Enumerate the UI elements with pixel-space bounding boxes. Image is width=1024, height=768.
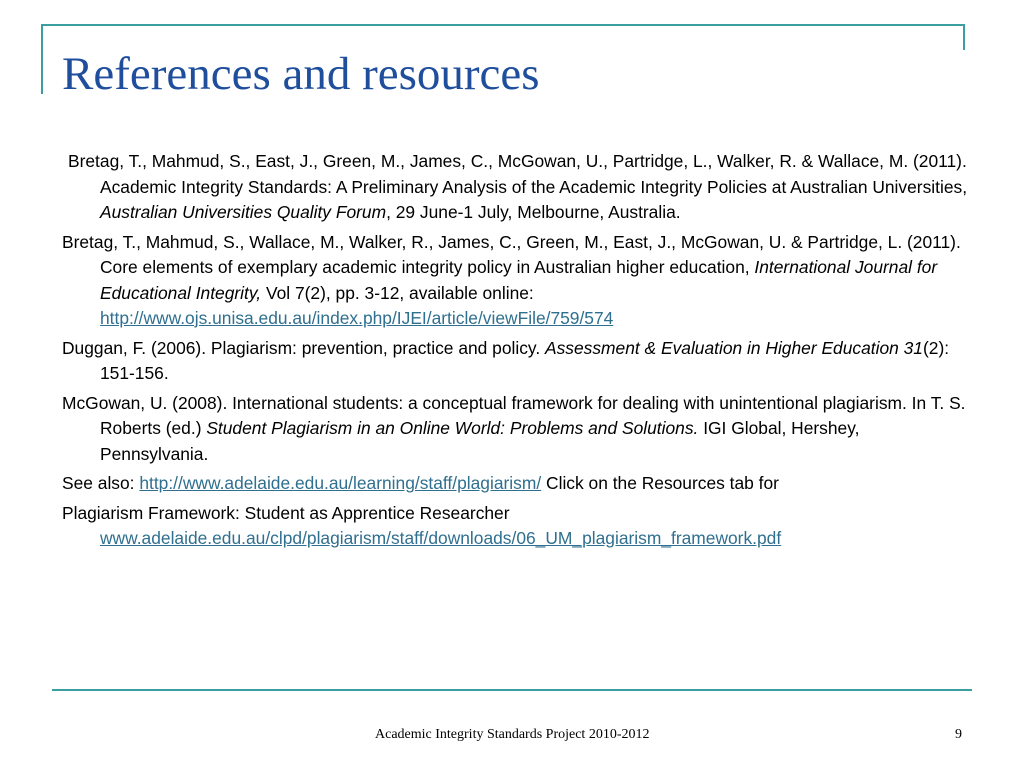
reference-source: Assessment & Evaluation in Higher Education 31 [545,337,923,358]
slide-title: References and resources [62,48,540,100]
reference-link[interactable]: www.adelaide.edu.au/clpd/plagiarism/staff/downloads/06_UM_plagiarism_framework.pdf [100,528,782,548]
frame-right-line [963,24,965,50]
frame-bottom-line [52,689,972,691]
reference-item [62,471,972,497]
reference-text: See also: [62,473,140,493]
frame-vertical-line [41,24,43,94]
reference-link[interactable]: http://www.adelaide.edu.au/learning/staff/plagiarism/ [139,473,542,493]
reference-item [62,336,972,387]
frame-top-line [41,24,965,26]
reference-item [62,230,972,332]
reference-source: Australian Universities Quality Forum [100,202,387,222]
reference-details: Vol 7(2), pp. 3-12, available online: [261,282,534,303]
reference-source: Student Plagiarism in an Online World: Problems and Solutions. [206,418,699,438]
reference-details: (2): 151-156. [100,337,950,383]
reference-details: IGI Global, Hershey, Pennsylvania. [100,418,860,464]
reference-text: McGowan, U. (2008). International students: a conceptual framework for dealing with unintentional plagiarism. In T. S. Roberts (ed.) [62,392,966,438]
reference-item [62,391,972,468]
reference-text: Duggan, F. (2006). Plagiarism: prevention, practice and policy. [62,337,545,358]
reference-details: , 29 June-1 July, Melbourne, Australia. [386,202,681,222]
reference-text: Bretag, T., Mahmud, S., Wallace, M., Walker, R., James, C., Green, M., East, J., McGowan, U. & Partridge, L. (2011). Core elements of exemplary academic integrity policy in Australian higher education, [62,231,961,277]
reference-text: Bretag, T., Mahmud, S., East, J., Green, M., James, C., McGowan, U., Partridge, L., Walker, R. & Wallace, M. (2011). Academic Integrity Standards: A Preliminary Analysis of the Academic Integrity Policies at Australian Universities, [68,151,968,197]
reference-item [62,149,972,226]
reference-source: International Journal for Educational Integrity, [100,257,938,303]
page-number: 9 [955,727,962,742]
reference-list [62,149,972,556]
reference-details: Click on the Resources tab for [541,473,779,493]
reference-link[interactable]: http://www.ojs.unisa.edu.au/index.php/IJEI/article/viewFile/759/574 [100,308,614,328]
footer-text: Academic Integrity Standards Project 2010-2012 [375,727,650,742]
reference-text: Plagiarism Framework: Student as Apprentice Researcher [62,502,510,523]
reference-item [62,501,972,552]
